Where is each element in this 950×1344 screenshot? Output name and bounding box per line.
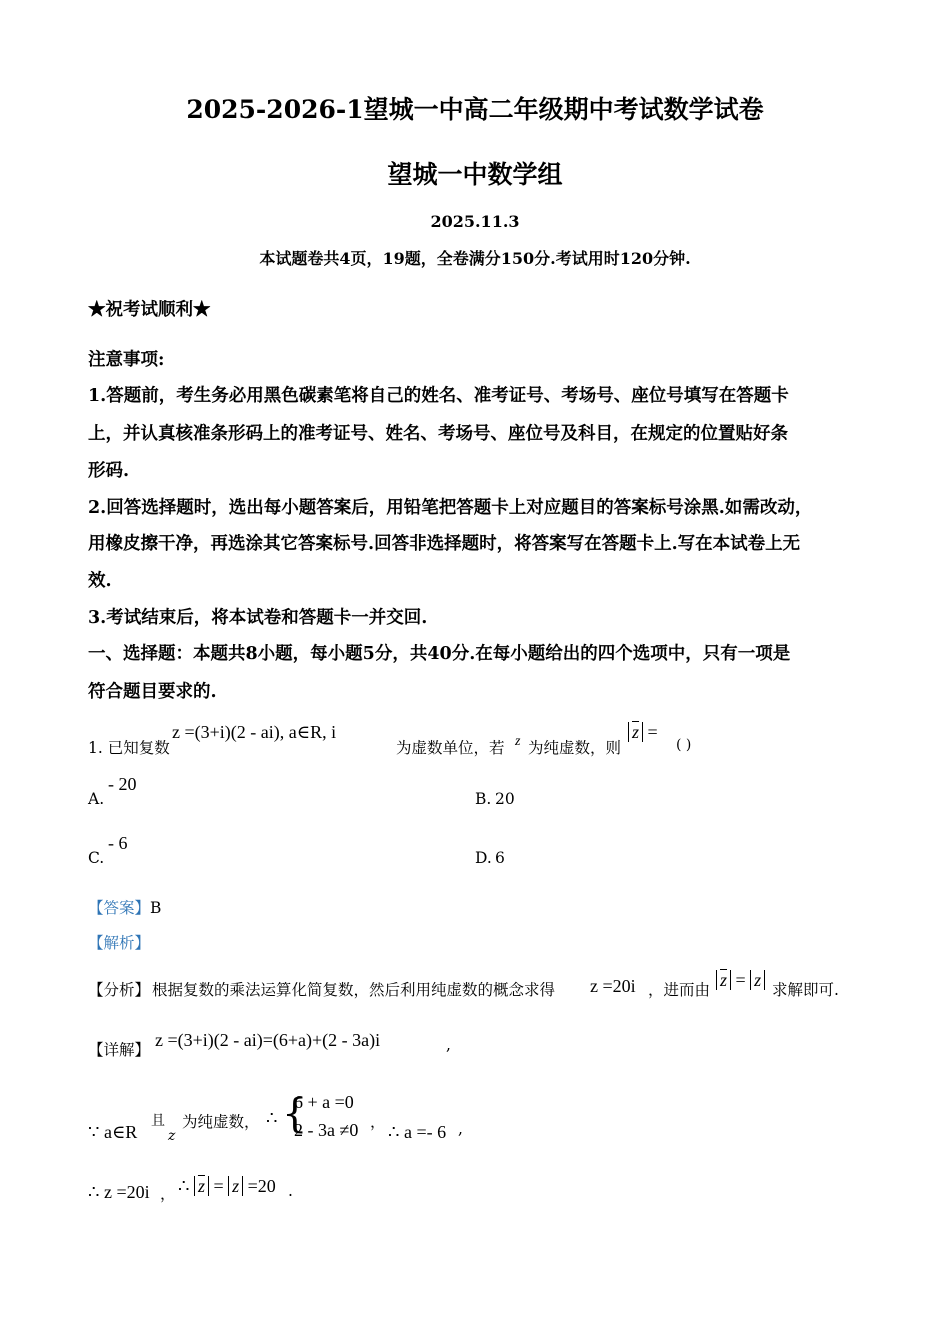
q1-text-mid2: 为纯虚数，则 [528, 739, 622, 757]
detail-sep: ， [370, 1113, 386, 1131]
option-a-value: - 20 [108, 774, 137, 794]
q1-answer-paren: ( ) [676, 737, 692, 753]
option-b-letter: B. [475, 790, 492, 808]
q1-text-mid: 为虚数单位，若 [396, 739, 505, 757]
note-1-line-1: 1.答题前，考生务必用黑色碳素笔将自己的姓名、准考证号、考场号、座位号填写在答题卡 [88, 386, 789, 406]
system-brace: { [282, 1091, 308, 1137]
q1-z: z [515, 734, 521, 749]
detail-pure: 为纯虚数， [182, 1113, 260, 1131]
option-d-letter: D. [475, 849, 492, 867]
fenxi-text-1: 根据复数的乘法运算化简复数，然后利用纯虚数的概念求得 [152, 981, 556, 999]
q1-modulus [628, 722, 658, 743]
detail-line3-b [178, 1176, 276, 1197]
detail-zabs: z [228, 1176, 243, 1196]
exam-title: 2025-2026-1望城一中高二年级期中考试数学试卷 [186, 95, 764, 124]
notes-heading: 注意事项: [88, 350, 165, 370]
detail-because: ∵ a∈R [88, 1122, 138, 1142]
option-d-value: 6 [495, 849, 505, 867]
detail-therefore: ∴ [266, 1108, 278, 1128]
option-a-letter: A. [88, 790, 105, 808]
detail-result-a: ∴ a =- 6 [388, 1122, 447, 1142]
exam-date: 2025.11.3 [430, 212, 520, 231]
answer-value: B [150, 899, 162, 917]
detail-result-comma: , [458, 1120, 463, 1138]
detail-line3-a: ∴ z =20i [88, 1182, 150, 1202]
fenxi-zbar: $\overline{z}$ [716, 970, 731, 990]
detail-comma: , [446, 1036, 451, 1054]
fenxi-eq: = [735, 970, 746, 990]
section-heading-line-2: 符合题目要求的. [88, 682, 217, 702]
detail-line3-sep: ， [160, 1185, 176, 1203]
fenxi-text-2: ，进而由 [648, 981, 711, 999]
fenxi-expr-2 [716, 970, 765, 991]
section-heading-line-1: 一、选择题：本题共8小题，每小题5分，共40分.在每小题给出的四个选项中，只有一项是 [88, 644, 791, 664]
detail-label: 【详解】 [88, 1041, 151, 1059]
note-1-line-2: 上，并认真核准条形码上的准考证号、姓名、考场号、座位号及科目，在规定的位置贴好条 [88, 424, 788, 444]
option-c-letter: C. [88, 849, 105, 867]
option-c-value: - 6 [108, 833, 128, 853]
system-eq-2: 2 - 3a ≠0 [294, 1120, 359, 1140]
answer-line [88, 896, 161, 918]
detail-eq2: =20 [247, 1176, 276, 1196]
fenxi-zabs: z [750, 970, 765, 990]
analysis-label: 【解析】 [88, 934, 151, 952]
q1-equals: = [647, 722, 658, 742]
note-2-line-2: 用橡皮擦干净，再选涂其它答案标号.回答非选择题时，将答案写在答题卡上.写在本试卷上无 [88, 534, 801, 554]
q1-prefix: 1. 已知复数 [88, 739, 170, 757]
detail-qie: 且 [151, 1113, 165, 1129]
fenxi-text-3: 求解即可. [772, 981, 839, 999]
detail-zbar: $\overline{z}$ [194, 1176, 209, 1196]
fenxi-label: 【分析】 [88, 981, 151, 999]
fenxi-expr-1: z =20i [590, 976, 636, 996]
detail-z: z [168, 1128, 176, 1144]
detail-period: . [288, 1182, 293, 1200]
note-2-line-3: 效. [88, 571, 112, 591]
q1-zbar: $\overline{z}$ [628, 722, 643, 742]
exam-info: 本试题卷共4页，19题，全卷满分150分.考试用时120分钟. [259, 249, 691, 268]
exam-wish: ★祝考试顺利★ [88, 300, 211, 320]
exam-subtitle: 望城一中数学组 [387, 160, 563, 189]
answer-label: 【答案】 [88, 899, 151, 917]
detail-eq1: = [213, 1176, 224, 1196]
system-eq-1: 6 + a =0 [294, 1092, 354, 1112]
note-3: 3.考试结束后，将本试卷和答题卡一并交回. [88, 608, 428, 628]
q1-expression: z =(3+i)(2 - ai), a∈R, i [172, 722, 337, 742]
detail-expression: z =(3+i)(2 - ai)=(6+a)+(2 - 3a)i [155, 1030, 381, 1050]
detail-line3-therefore: ∴ [178, 1176, 190, 1196]
option-b-value: 20 [495, 790, 515, 808]
note-1-line-3: 形码. [88, 461, 130, 481]
note-2-line-1: 2.回答选择题时，选出每小题答案后，用铅笔把答题卡上对应题目的答案标号涂黑.如需改动， [88, 498, 813, 518]
